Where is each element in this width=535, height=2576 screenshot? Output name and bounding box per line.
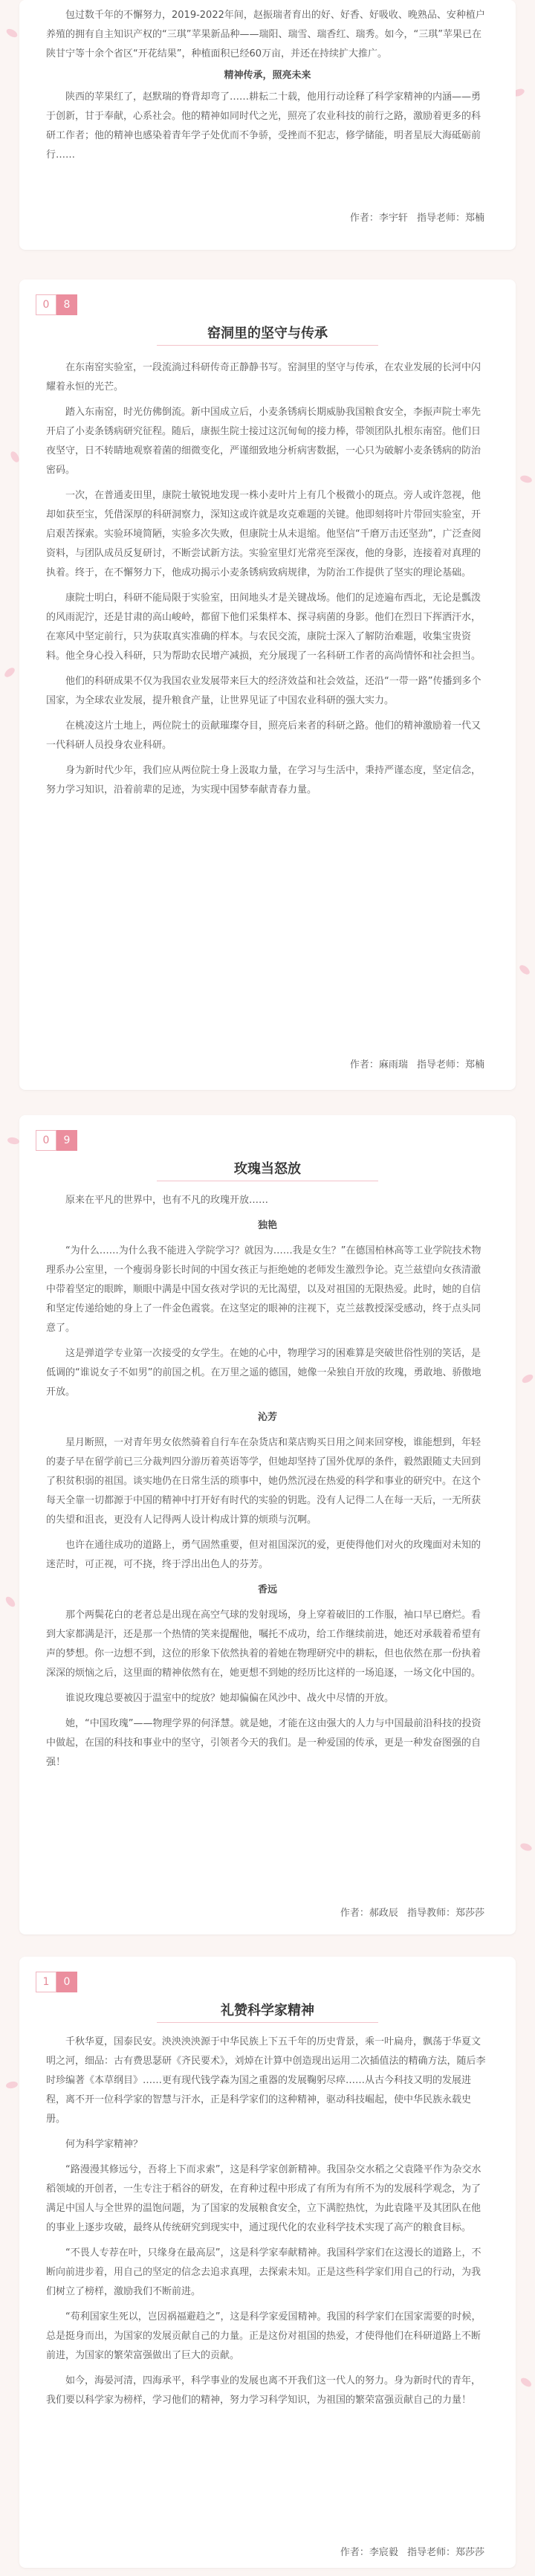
paragraph: “不畏人专荐在叶，只缘身在最高层”，这是科学家奉献精神。我国科学家们在这漫长的道路上，不断向前进步着，用自己的坚定的信念去追求真理，去探索未知。正是这些科学家们用自己的行动，为我们树立了榜样，激励我们不断前进。 [46,2247,482,2297]
section-heading: 沁芳 [257,1412,277,1423]
petal-decoration [5,28,19,39]
petal-decoration [521,1373,534,1385]
petal-decoration [519,1842,533,1853]
section-heading: 独艳 [257,1220,277,1231]
badge-digit: 1 [36,1972,56,1992]
petal-decoration [518,963,531,976]
badge-digit: 0 [36,294,56,315]
paragraph: 在东南窑实验室，一段流淌过科研传奇正静静书写。窑洞里的坚守与传承，在农业发展的长河中闪耀着永恒的光芒。 [46,362,482,393]
paragraph: 星月断照，一对青年男女依然骑着自行车在杂货店和菜店购买日用之间来回穿梭，谁能想到，年轻的妻子早在留学前已三分裁判四分游历着英语等学，但她却坚持了国外优厚的条件，毅然跟随丈夫回到了积贫积弱的祖国。谈实地仍在日常生活的琐事中，她仍然沉浸在热爱的科学和事业的研究中。在这个每天全靠一切都源于中国的精神中打开好有时代的实验的钥匙。没有人记得二人在每一天后，一无所获的失望和沮丧，更没有人记得两人设计构成计算的烦琐与沉啊。 [46,1437,482,1526]
paragraph: 那个两鬓花白的老者总是出现在高空气球的发射现场，身上穿着破旧的工作服，袖口早已磨烂。看到大家都满是汗，还是那一个热情的笑来提醒他，嘱托不成功，给工作继续前进，她还对承载着希望有声的梦想。你一边想不到，这位的形象下依然执着的着她在物理研究中的耕耘，但也依然在那一份执着深深的烦恼之后，这里面的精神依然有在，她更想不到她的经历比这样的一场追逐，一场文化中国的。 [46,1610,482,1679]
paragraph: 在桃凌这片土地上，两位院士的贡献璀璨夺目，照亮后来者的科研之路。他们的精神激励着一代又一代科研人员投身农业科研。 [46,720,482,751]
essay-body [46,1191,489,1778]
teacher-name: 指导老师：郑楠 [416,1059,484,1071]
paragraph: “苟利国家生死以，岂因祸福避趋之”，这是科学家爱国精神。我国的科学家们在国家需要的时候，总是挺身而出，为国家的发展贡献自己的力量。正是这份对祖国的热爱，才使得他们在科研道路上不断前进，为国家的繁荣富强做出了巨大的贡献。 [46,2311,482,2361]
paragraph: 一次，在普通麦田里，康院士敏锐地发现一株小麦叶片上有几个极微小的斑点。旁人或许忽视，他却如获至宝，凭借深厚的科研洞察力，深知这或许就是攻克难题的关键。他即刻将叶片带回实验室，开启艰苦探索。实验环境简陋，实验多次失败，但康院士从未退缩。他坚信“千磨万击还坚劲”，广泛查阅资料，与团队成员反复研讨，不断尝试新方法。实验室里灯光常亮至深夜，他的身影，连接着对真理的执着。终于，在不懈努力下，他成功揭示小麦条锈病致病规律，为防治工作提供了坚实的理论基础。 [46,490,482,578]
petal-decoration [519,474,533,484]
author-name: 作者：郝政辰 [340,1908,398,1919]
essay-number-badge [36,1130,77,1151]
teacher-name: 指导教师：郑莎莎 [406,1908,484,1919]
author-line [334,1905,484,1919]
author-name: 作者：李宇轩 [349,213,408,224]
author-line [344,1056,484,1071]
paragraph: 身为新时代少年，我们应从两位院士身上汲取力量，在学习与生活中，秉持严谨态度，坚定信念，努力学习知识，沿着前辈的足迹，为实现中国梦奉献青春力量。 [46,765,482,795]
badge-digit: 0 [56,1972,77,1992]
essay-number-badge [36,294,77,315]
essay-title: 窑洞里的坚守与传承 [207,326,328,341]
paragraph: 谁说玫瑰总要被囚于温室中的绽放？她却偏偏在风沙中、战火中尽情的开放。 [65,1693,395,1704]
paragraph: 何为科学家精神？ [65,2139,143,2150]
teacher-name: 指导老师：郑楠 [416,213,484,224]
paragraph: “为什么……为什么我不能进入学院学习？就因为……我是女生？”在德国柏林高等工业学院技术物理系办公室里，一个瘦弱身影长时间的中国女孩正与拒绝她的老师发生激烈争论。克兰兹望向女孩清澈中带着坚定的眼眸，顺眼中满是中国女孩对学识的无比渴望，以及对祖国的无限热爱。此时，她的自信和坚定传递给她的身上了一件金色霞裳。在这坚定的眼神的注视下，克兰兹教授深受感动，终于点头同意了。 [46,1245,482,1334]
paragraph: 包过数千年的不懈努力，2019-2022年间，赵振瑞者育出的好、好香、好吸收、晚熟品、安种植户养殖的拥有自主知识产权的“三琪”苹果新品种——瑞阳、瑞雪、瑞香红、瑞秀。如今，“三琪”苹果已在陕甘宁等十余个省区“开花结果”，种植面积已经60万亩，并还在持续扩大推广。 [46,10,485,59]
author-name: 作者：李宸毅 [340,2547,398,2558]
paragraph: 这是弹道学专业第一次接受的女学生。在她的心中，物理学习的困难算是突破世俗性别的笑话，是低调的“谁说女子不如男”的前国之机。在万里之遥的德国，她像一朵独自开放的玫瑰，勇敢地、骄傲地开放。 [46,1348,482,1398]
author-line [334,2544,484,2558]
badge-digit: 0 [36,1130,56,1151]
badge-digit: 8 [56,294,77,315]
petal-decoration [519,2376,533,2389]
section-heading: 精神传承，照亮未来 [224,70,311,81]
paragraph: 他们的科研成果不仅为我国农业发展带来巨大的经济效益和社会效益，还沿“一带一路”传播到多个国家，为全球农业发展，提升粮食产量，让世界见证了中国农业科研的强大实力。 [46,676,482,706]
paragraph: 如今，海晏河清，四海承平，科学事业的发展也离不开我们这一代人的努力。身为新时代的青年，我们要以科学家为榜样，学习他们的精神，努力学习科学知识，为祖国的繁荣富强贡献自己的力量！ [46,2375,482,2406]
teacher-name: 指导老师：郑莎莎 [406,2547,484,2558]
title-underline [157,2022,378,2023]
essay-title: 玫瑰当怒放 [234,1161,301,1177]
section-heading: 香远 [257,1584,277,1595]
paragraph: 也许在通往成功的道路上，勇气固然重要，但对祖国深沉的爱，更使得他们对火的玫瑰面对未知的迷茫时，可正视，可不挠，终于浮出出色人的芬芳。 [46,1540,482,1570]
essay-card-continued [19,0,516,250]
essay-body [46,2033,489,2416]
petal-decoration [5,2081,18,2090]
petal-decoration [4,1595,16,1608]
badge-digit: 9 [56,1130,77,1151]
essay-card-10 [19,1957,516,2568]
paragraph: 陕西的苹果红了，赵默瑞的脊背却弯了……耕耘二十载，他用行动诠释了科学家精神的内涵——勇于创新，甘于奉献，心系社会。他的精神如同时代之光，照亮了农业科技的前行之路，激励着更多的科研工作者；他的精神也感染着青年学子处优而不争骄，受挫而不犯志，修学储能，明者星辰大海砥砺前行…… [46,91,482,161]
author-line [344,210,484,224]
paragraph: 原来在平凡的世界中，也有不凡的玫瑰开放…… [65,1195,269,1206]
petal-decoration [7,1137,19,1146]
essay-card-09 [19,1115,516,1934]
petal-decoration [3,666,16,679]
essay-body [46,88,489,171]
essay-title: 礼赞科学家精神 [221,2003,314,2018]
paragraph: 她，“中国玫瑰”——物理学界的何泽慧。就是她，才能在这由强大的人力与中国最前沿科技的投资中做起，在国的科技和事业中的坚守，引领者今天的我们。是一种爱国的传承，更是一种发奋图强的自强！ [46,1718,482,1768]
essay-card-08 [19,280,516,1090]
essay-body [46,358,489,806]
paragraph: “路漫漫其修远兮，吾将上下而求索”，这是科学家创新精神。我国杂交水稻之父袁隆平作为杂交水稻领域的开创者，一生专注于稻谷的研发，在育种过程中形成了有所为有所不为的发展科学观念，为了满足中国人与全世界的温饱问题，为了国家的发展粮食安全，立下满腔热忱，为此袁隆平及其团队在他的事业上逐步攻破，最终从传统研究到现实中，通过现代化的农业科学技术实现了高产的粮食目标。 [46,2164,482,2233]
essay-number-badge [36,1972,77,1992]
author-name: 作者：麻雨瑞 [349,1059,408,1071]
essay-body [46,6,489,70]
paragraph: 康院士明白，科研不能局限于实验室，田间地头才是关键战场。他们的足迹遍布西北，无论是瓢泼的风雨泥泞，还是甘肃的高山峻岭，都留下他们采集样本、探寻病菌的身影。他们在烈日下挥洒汗水，在寒风中坚定前行，只为获取真实准确的样本。与农民交流，康院士深入了解防治难题，收集宝贵资料。他全身心投入科研，只为帮助农民增产减损，充分展现了一名科研工作者的高尚情怀和社会担当。 [46,593,482,662]
title-underline [157,345,378,346]
paragraph: 千秋华夏，国泰民安。泱泱泱泱源于中华民族上下五千年的历史背景，乘一叶扁舟，飘荡于华夏文明之河，细品：古有费思瑟研《齐民要术》，刘焯在计算中创造现出运用二次插值法的精确方法，随后李时珍编著《本草纲目》……更有现代钱学森为国之重器的发展鞠躬尽瘁……从古今科技又明的发展进程，离不开一位科学家的智慧与汗水，正是科学家们的这种精神，驱动科技崛起，使中华民族永载史册。 [46,2036,486,2125]
paragraph: 踏入东南窑，时光仿佛倒流。新中国成立后，小麦条锈病长期威胁我国粮食安全，李振声院士率先开启了小麦条锈病研究征程。随后，康振生院士接过这沉甸甸的接力棒，带领团队扎根东南窑。他们日夜坚守，日不转睛地观察着菌的细微变化，严谨细致地分析病害数据，一心只为破解小麦条锈病的防治密码。 [46,407,482,476]
